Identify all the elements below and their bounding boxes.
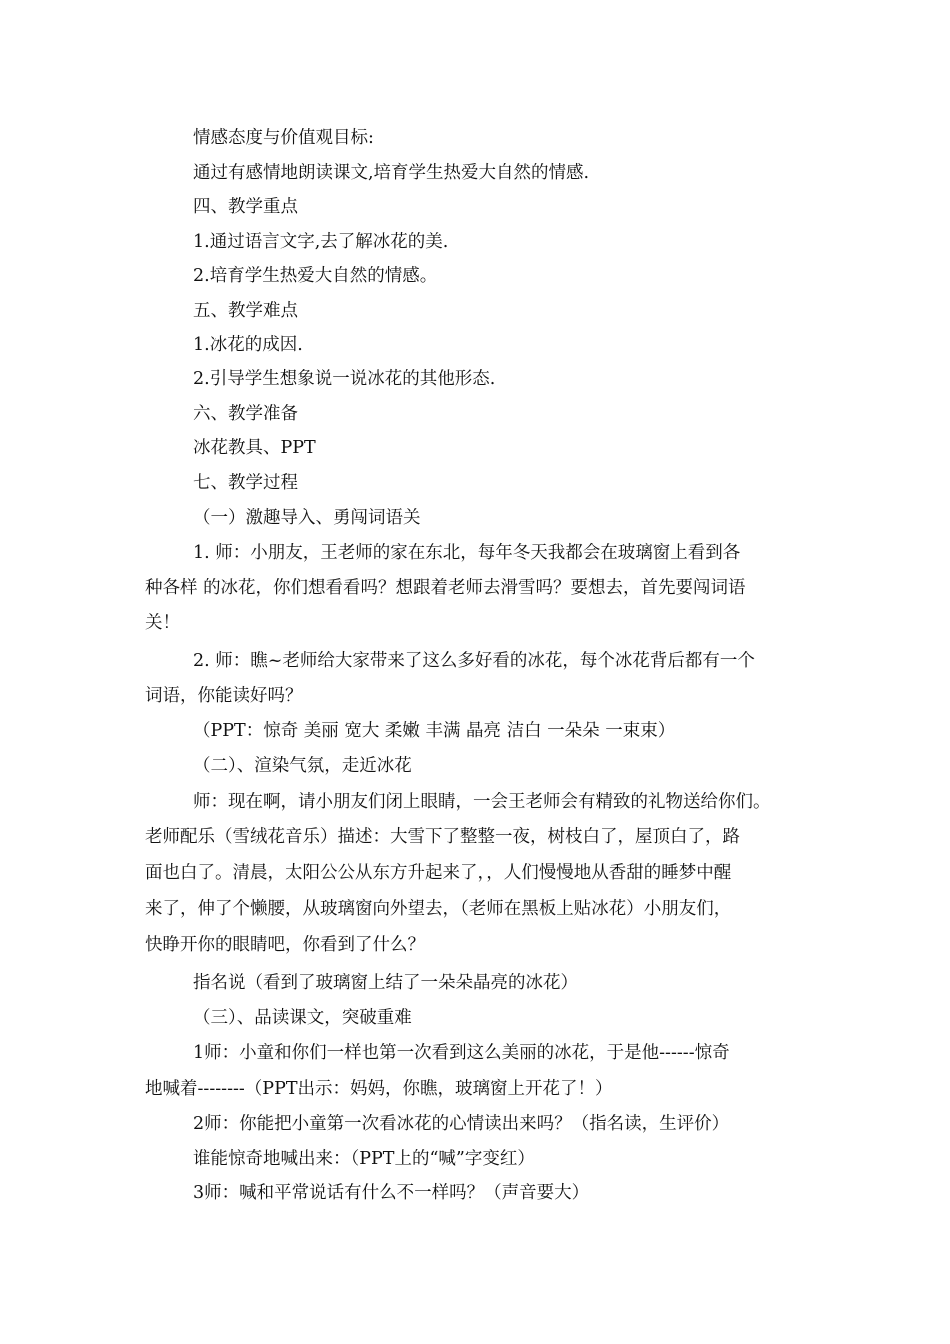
text-line: 通过有感情地朗读课文,培育学生热爱大自然的情感. (193, 163, 590, 183)
text-line: 谁能惊奇地喊出来：（PPT上的“喊”字变红） (193, 1149, 535, 1169)
text-line: 老师配乐（雪绒花音乐）描述：大雪下了整整一夜，树枝白了，屋顶白了，路 (145, 827, 740, 847)
text-line: 1师：小童和你们一样也第一次看到这么美丽的冰花，于是他------惊奇 (193, 1043, 730, 1063)
text-line: 2师：你能把小童第一次看冰花的心情读出来吗？（指名读，生评价） (193, 1114, 730, 1134)
text-line: 1. 师：小朋友，王老师的家在东北，每年冬天我都会在玻璃窗上看到各 (193, 543, 741, 563)
text-line: 快睁开你的眼睛吧，你看到了什么？ (145, 935, 425, 955)
text-line: 面也白了。清晨，太阳公公从东方升起来了，，人们慢慢地从香甜的睡梦中醒 (145, 863, 732, 883)
text-line: 1.冰花的成因. (193, 335, 303, 355)
text-line: 词语，你能读好吗？ (145, 686, 303, 706)
text-line: 情感态度与价值观目标: (193, 128, 374, 148)
subsection-heading: （一）激趣导入、勇闯词语关 (193, 508, 421, 528)
section-heading: 五、教学难点 (193, 301, 298, 321)
text-line: 3师：喊和平常说话有什么不一样吗？（声音要大） (193, 1183, 590, 1203)
section-heading: 六、教学准备 (193, 404, 298, 424)
text-line: 来了，伸了个懒腰，从玻璃窗向外望去，（老师在黑板上贴冰花）小朋友们， (145, 899, 732, 919)
subsection-heading: （三）、品读课文，突破重难 (193, 1008, 412, 1028)
text-line: （PPT：惊奇 美丽 宽大 柔嫩 丰满 晶亮 洁白 一朵朵 一束束） (193, 721, 676, 741)
text-line: 指名说（看到了玻璃窗上结了一朵朵晶亮的冰花） (193, 973, 578, 993)
text-line: 1.通过语言文字,去了解冰花的美. (193, 232, 449, 252)
text-line: 2. 师：瞧~老师给大家带来了这么多好看的冰花，每个冰花背后都有一个 (193, 651, 755, 671)
text-line: 地喊着--------（PPT出示：妈妈，你瞧，玻璃窗上开花了！） (145, 1079, 613, 1099)
subsection-heading: （二）、渲染气氛，走近冰花 (193, 756, 412, 776)
text-line: 师：现在啊，请小朋友们闭上眼睛，一会王老师会有精致的礼物送给你们。 (193, 792, 771, 812)
text-line: 种各样 的冰花，你们想看看吗？想跟着老师去滑雪吗？要想去，首先要闯词语 (145, 578, 746, 598)
text-line: 关！ (145, 613, 180, 633)
text-line: 2.培育学生热爱大自然的情感。 (193, 266, 438, 286)
section-heading: 七、教学过程 (193, 473, 298, 493)
text-line: 2.引导学生想象说一说冰花的其他形态. (193, 369, 496, 389)
text-line: 冰花教具、PPT (193, 438, 316, 458)
section-heading: 四、教学重点 (193, 197, 298, 217)
